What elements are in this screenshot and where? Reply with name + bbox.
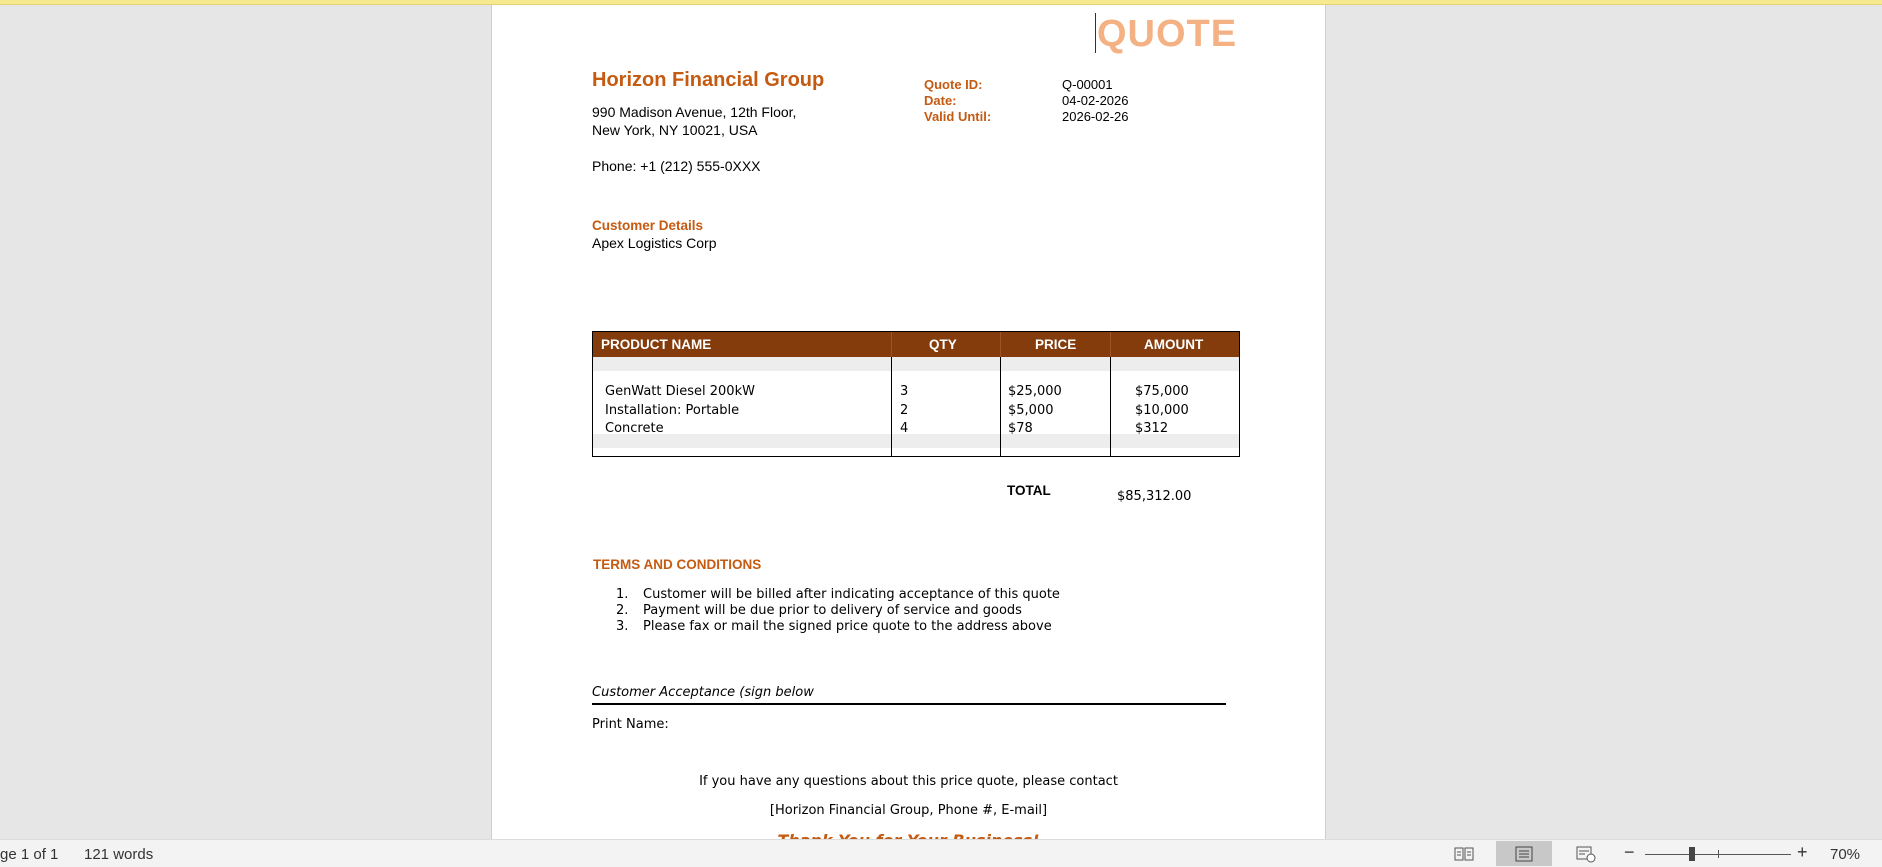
term-item: Payment will be due prior to delivery of service and goods [643,603,1022,618]
column-divider [891,357,892,456]
company-address-line1: 990 Madison Avenue, 12th Floor, [592,104,797,120]
zoom-in-button[interactable]: + [1797,842,1808,862]
table-cell-price: $78 [1008,421,1033,436]
read-mode-button[interactable] [1450,841,1478,866]
table-cell-price: $25,000 [1008,384,1062,399]
date-label: Date: [924,93,957,108]
term-number: 2. [616,603,629,618]
term-item: Customer will be billed after indicating acceptance of this quote [643,587,1060,602]
contact-detail: [Horizon Financial Group, Phone #, E-mail] [769,803,1048,818]
document-page[interactable] [491,5,1326,839]
header-product-name: PRODUCT NAME [601,337,712,352]
table-cell-qty: 2 [900,403,909,418]
company-phone: Phone: +1 (212) 555-0XXX [592,158,761,174]
table-cell-amount: $312 [1135,421,1169,436]
header-divider [891,332,892,357]
zoom-out-button[interactable]: − [1624,842,1635,862]
company-address-line2: New York, NY 10021, USA [592,122,758,138]
valid-until-value: 2026-02-26 [1062,109,1129,124]
quote-title: QUOTE [1097,13,1238,55]
print-layout-icon [1514,846,1534,862]
web-layout-icon [1576,846,1596,862]
signature-line [592,703,1226,705]
term-number: 1. [616,587,629,602]
date-value: 04-02-2026 [1062,93,1129,108]
print-name-label: Print Name: [592,717,669,732]
status-bar [0,839,1882,867]
column-divider [1110,357,1111,456]
column-divider [1000,357,1001,456]
total-label: TOTAL [1007,483,1051,498]
table-cell-product: Concrete [605,421,664,436]
contact-line: If you have any questions about this price quote, please contact [699,774,1118,789]
zoom-slider-thumb[interactable] [1689,847,1695,861]
quote-id-value: Q-00001 [1062,77,1113,92]
customer-acceptance-label: Customer Acceptance (sign below [592,685,814,700]
table-spacer-row [593,434,1239,448]
quote-table [592,331,1240,457]
total-value: $85,312.00 [1117,489,1192,504]
customer-name: Apex Logistics Corp [592,235,717,251]
table-cell-qty: 3 [900,384,909,399]
text-cursor [1095,13,1096,53]
page-count[interactable]: ge 1 of 1 [0,846,59,863]
terms-heading: TERMS AND CONDITIONS [593,557,762,572]
company-name: Horizon Financial Group [592,69,825,91]
header-amount: AMOUNT [1144,337,1204,352]
word-count[interactable]: 121 words [84,846,154,863]
print-layout-button[interactable] [1496,841,1552,866]
valid-until-label: Valid Until: [924,109,992,124]
header-qty: QTY [929,337,957,352]
term-item: Please fax or mail the signed price quote to the address above [643,619,1052,634]
table-cell-amount: $75,000 [1135,384,1189,399]
term-number: 3. [616,619,629,634]
web-layout-button[interactable] [1572,841,1600,866]
read-mode-icon [1454,846,1474,862]
customer-details-heading: Customer Details [592,218,704,233]
header-price: PRICE [1035,337,1077,352]
table-cell-qty: 4 [900,421,909,436]
quote-id-label: Quote ID: [924,77,983,92]
zoom-center-tick [1718,850,1719,858]
table-cell-amount: $10,000 [1135,403,1189,418]
header-divider [1000,332,1001,357]
table-cell-price: $5,000 [1008,403,1054,418]
table-header-row [593,332,1239,357]
table-cell-product: GenWatt Diesel 200kW [605,384,755,399]
zoom-level[interactable]: 70% [1830,846,1861,863]
table-spacer-row [593,357,1239,371]
table-cell-product: Installation: Portable [605,403,740,418]
header-divider [1110,332,1111,357]
